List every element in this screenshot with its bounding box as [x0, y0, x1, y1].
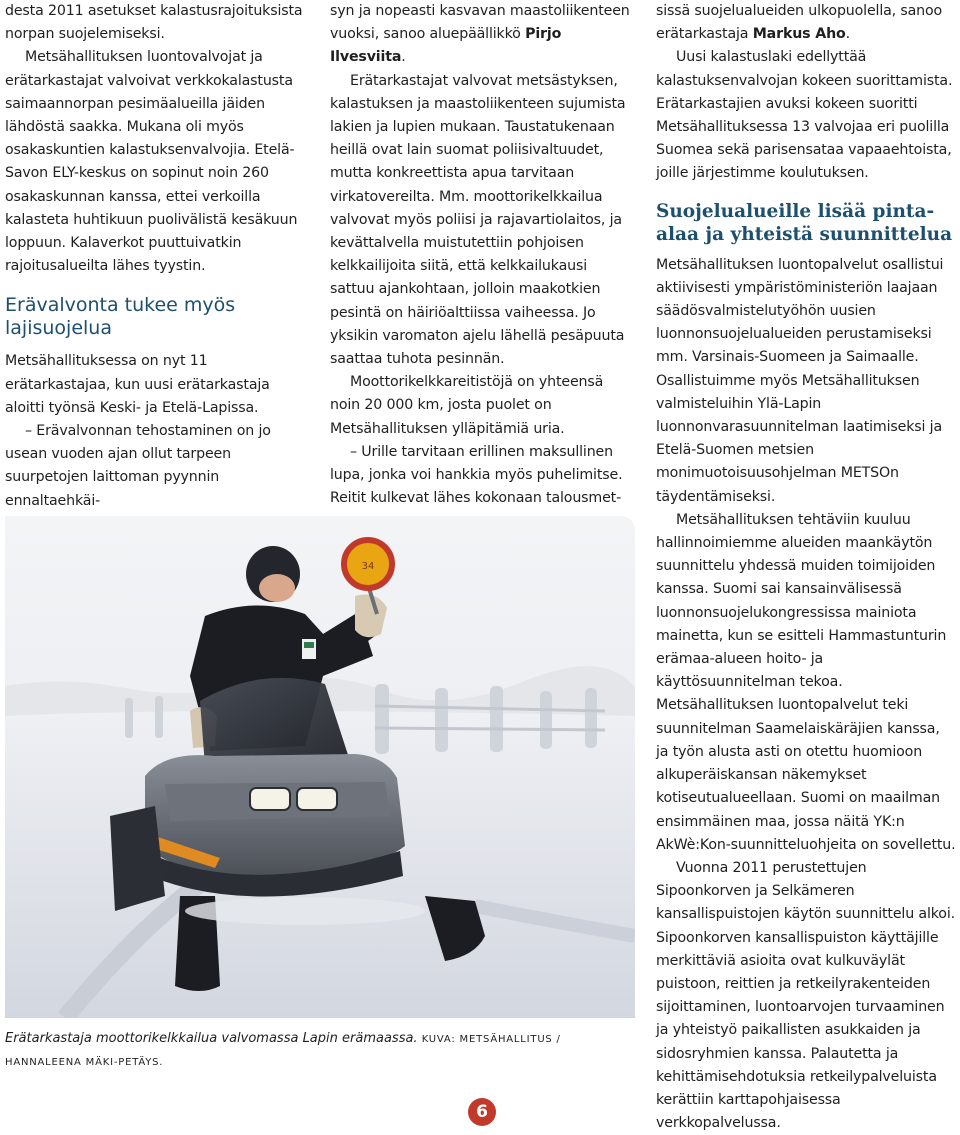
text-run: sissä suojelualueiden ulkopuolella, sanoo erätarkastaja — [656, 3, 943, 43]
column-1 — [5, 0, 305, 513]
paragraph: desta 2011 asetukset kalastusrajoituksista norpan suojelemiseksi. — [5, 3, 303, 43]
photo-caption — [5, 1028, 635, 1074]
sign-label: 34 — [361, 561, 375, 572]
paragraph: Metsähallituksen luontovalvojat ja erätarkastajat valvoivat verkkokalastusta saimaannorpan pesimäalueilla jäiden lähdöstä saakka. Mukana oli myös osakaskuntien kalastuksenvalvojia. Etelä-Savon ELY-keskus on sopinut noin 260 osakaskunnan kanssa, ettei verkoilla kalasteta huhtikuun puolivälistä kesäkuun loppuun. Kalaverkot puuttuivatkin rajoitusalueilta lähes tyystin. — [5, 49, 298, 275]
paragraph: Metsähallituksessa on nyt 11 erätarkastajaa, kun uusi erätarkastaja aloitti työnsä Keski- ja Etelä-Lapissa. — [5, 353, 270, 416]
snowmobile-photo — [5, 516, 635, 1018]
person-name: Markus Aho — [752, 26, 846, 43]
paragraph: Vuonna 2011 perustettujen Sipoonkorven ja Selkämeren kansallispuistojen käytön suunnittelu alkoi. Sipoonkorven kansallispuiston käyttäjille merkittäviä asioita ovat kulkuväylät puistoon, reittien ja retkeilyrakenteiden sijoittaminen, luontoarvojen turvaaminen ja yhteistyö paikallisten asukkaiden ja sidosryhmien kanssa. Palautetta ja kehittämisehdotuksia retkeilypalveluista kerättiin karttapohjaisessa verkkopalvelussa. — [656, 859, 955, 1132]
column-2 — [330, 0, 635, 510]
text-run: syn ja nopeasti kasvavan maastoliikenteen vuoksi, sanoo aluepäällikkö — [330, 3, 630, 43]
paragraph — [656, 0, 956, 46]
text-run: . — [401, 49, 406, 66]
person-name: Pirjo Ilvesviita — [330, 26, 562, 66]
paragraph: Metsähallituksen luontopalvelut osallistui aktiivisesti ympäristöministeriön laajaan säädösvalmistelutyöhön uusien luonnonsuojelualueiden perustamiseksi mm. Varsinais-Suomeen ja Saimaalle. Osallistuimme myös Metsähallituksen valmisteluihin Ylä-Lapin luonnonvarasuunnitelman laatimiseksi ja Etelä-Suomen metsien monimuotoisuusohjelman METSOn täydentämiseksi. — [656, 256, 944, 505]
paragraph: Uusi kalastuslaki edellyttää kalastuksenvalvojan kokeen suorittamista. Erätarkastajien avuksi kokeen suoritti Metsähallituksessa 13 valvojaa eri puolilla Suomea sekä parisensataa vapaaehtoista, joille järjestimme koulutuksen. — [656, 49, 953, 182]
photo-credit: KUVA: METSÄHALLITUS / HANNALEENA MÄKI-PETÄYS. — [5, 1034, 561, 1068]
caption-text: Erätarkastaja moottorikelkkailua valvomassa Lapin erämaassa. — [5, 1031, 418, 1046]
paragraph: – Urille tarvitaan erillinen maksullinen lupa, jonka voi hankkia myös puhelimitse. Reitit kulkevat lähes kokonaan talousmet- — [330, 443, 623, 507]
paragraph: Moottorikelkkareitistöjä on yhteensä noin 20 000 km, josta puolet on Metsähallituksen ylläpitämiä uria. — [330, 374, 604, 437]
paragraph: Erätarkastajat valvovat metsästyksen, kalastuksen ja maastoliikenteen sujumista lakien ja lupien mukaan. Taustatukenaan heillä ovat lain suomat poliisivaltuudet, mutta konkreettista apua tarvitaan virkatovereilta. Mm. moottorikelkkailua valvovat myös poliisi ja rajavartiolaitos, ja kevättalvella muistutettiin pohjoisen kelkkailijoita siitä, että kelkkailukausi sattuu ajankohtaan, jolloin maakotkien pesintä on häiriöalttiissa vaiheessa. Jo yksikin varomaton ajelu lähellä pesäpuuta saattaa tuhota pesinnän. — [330, 72, 626, 368]
section-heading: Erävalvonta tukee myös lajisuojelua — [5, 294, 236, 340]
page-number-badge: 6 — [468, 1098, 496, 1126]
paragraph — [330, 0, 635, 70]
paragraph: – Erävalvonnan tehostaminen on jo usean vuoden ajan ollut tarpeen suurpetojen laittoman pyynnin ennaltaehkäi- — [5, 423, 271, 509]
section-heading: Suojelualueille lisää pinta-alaa ja yhteistä suunnittelua — [656, 200, 953, 245]
column-3 — [656, 0, 956, 1135]
snowmobile-illustration — [5, 516, 635, 1018]
paragraph: Metsähallituksen tehtäviin kuuluu hallinnoimiemme alueiden maankäytön suunnittelu yhdessä muiden toimijoiden kanssa. Suomi sai kansainvälisessä luonnonsuojelukongressissa mainiota mainetta, kun se esitteli Hammastunturin erämaa-alueen hoito- ja käyttösuunnitelman tekoa. Metsähallituksen luontopalvelut teki suunnitelman Saamelaiskäräjien kanssa, ja työn alusta asti on otettu huomioon alkuperäiskansan näkemykset kotiseutualueellaan. Suomi on maailman ensimmäinen maa, jossa näitä YK:n AkWè:Kon-suunnitteluohjeita on sovellettu. — [656, 511, 956, 853]
text-run: . — [845, 26, 851, 43]
